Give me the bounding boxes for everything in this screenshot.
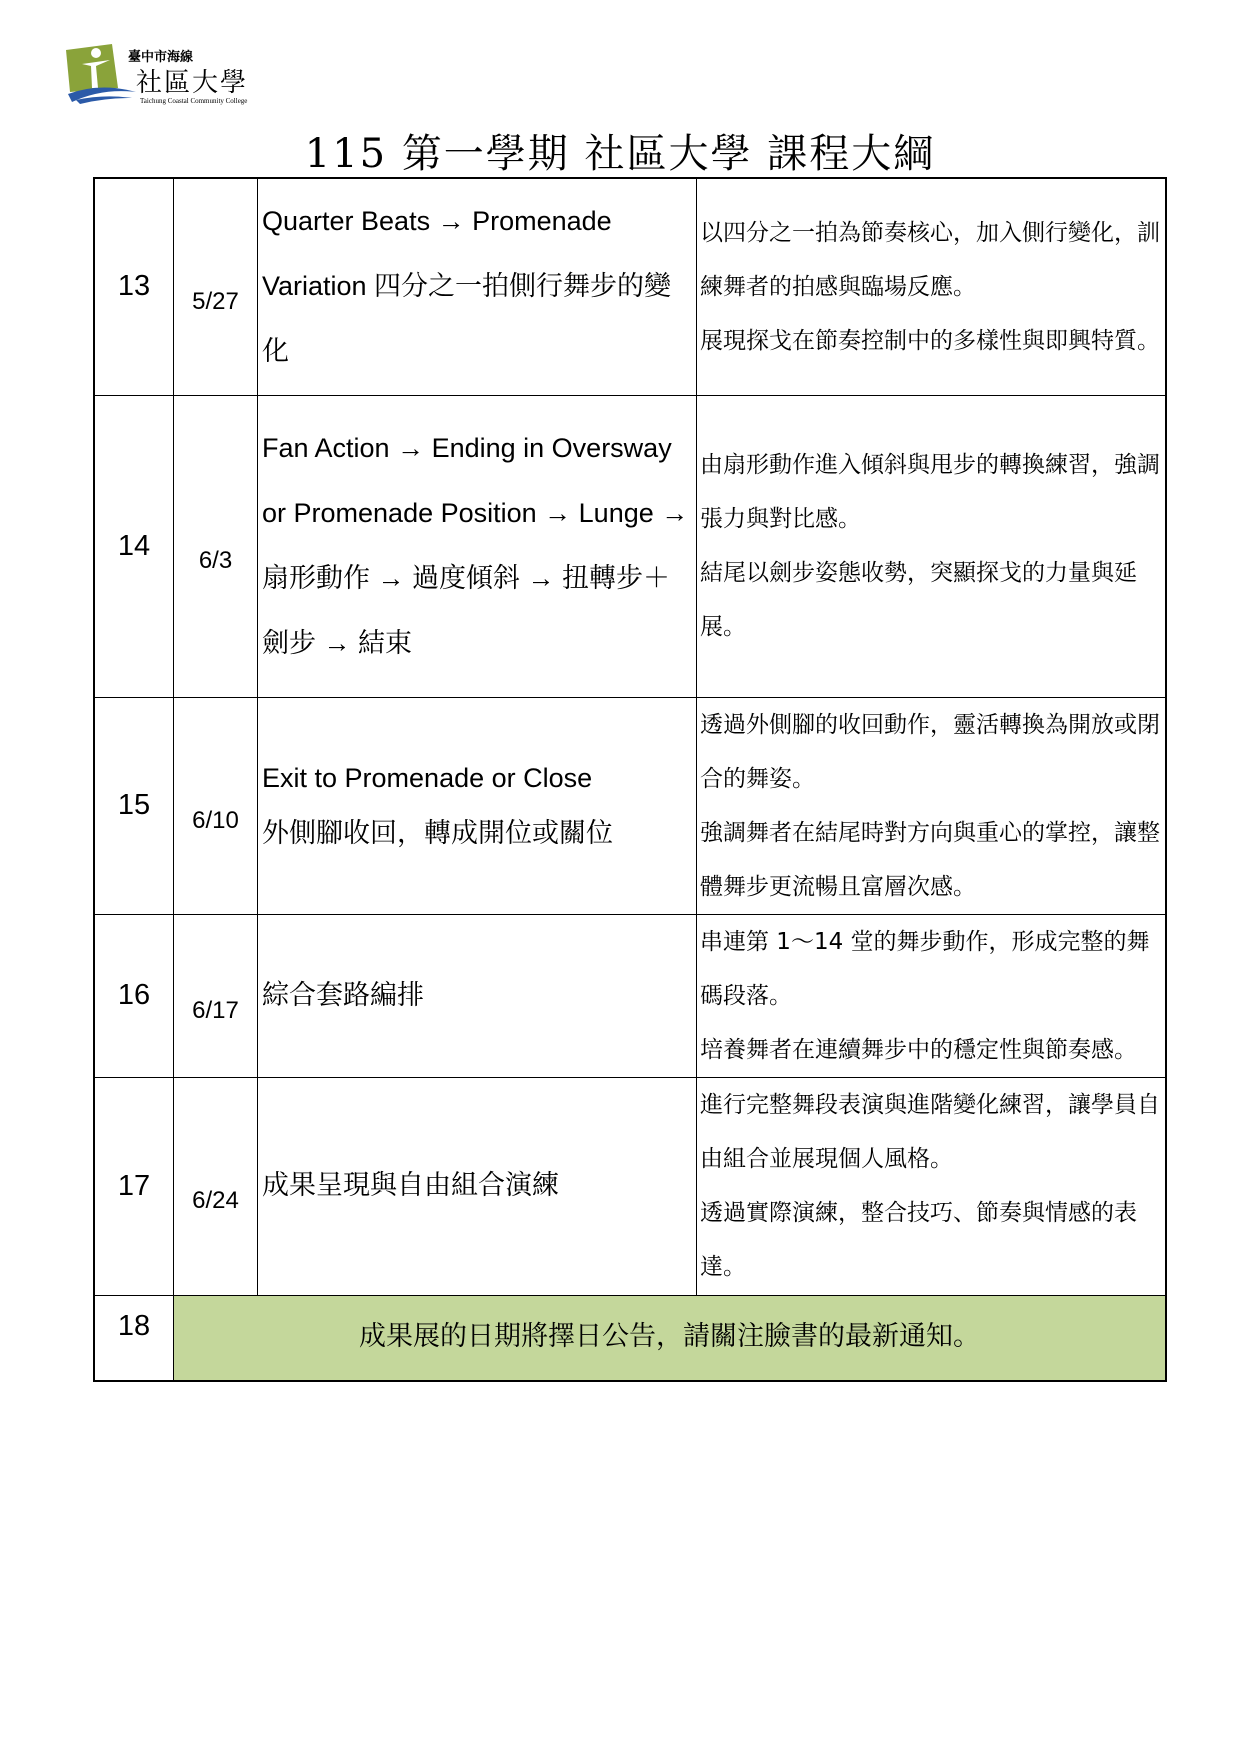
date-cell: 5/27 [174,178,258,395]
description-line: 展現探戈在節奏控制中的多樣性與即興特質。 [700,327,1160,354]
description-line: 串連第 1～14 堂的舞步動作，形成完整的舞碼段落。 [700,928,1150,1009]
topic-text: 綜合套路編排 [262,979,424,1011]
topic-text: Quarter Beats → Promenade Variation 四分之一拍側行舞步的變化 [262,206,672,367]
topic-cell [258,1077,697,1295]
notice-cell: 成果展的日期將擇日公告，請關注臉書的最新通知。 [174,1295,1167,1381]
topic-english: Exit to Promenade or Close [262,762,593,793]
week-cell: 17 [94,1077,174,1295]
topic-cell [258,395,697,697]
week-cell: 16 [94,914,174,1077]
description-line: 以四分之一拍為節奏核心，加入側行變化，訓練舞者的拍感與臨場反應。 [700,219,1160,300]
description-line: 強調舞者在結尾時對方向與重心的掌控，讓整體舞步更流暢且富層次感。 [700,819,1160,900]
description-cell [697,914,1167,1077]
description-line: 進行完整舞段表演與進階變化練習，讓學員自由組合並展現個人風格。 [700,1092,1160,1172]
logo-main-text: 社區大學 [136,68,249,98]
topic-cell [258,914,697,1077]
date-cell: 6/24 [174,1077,258,1295]
description-cell [697,1077,1167,1295]
table-row [94,178,1166,395]
logo-english-text: Taichung Coastal Community College [140,97,248,105]
description-line: 透過實際演練，整合技巧、節奏與情感的表達。 [700,1200,1137,1280]
description-line: 透過外側腳的收回動作，靈活轉換為開放或閉合的舞姿。 [700,711,1160,792]
table-row [94,914,1166,1077]
date-cell: 6/17 [174,914,258,1077]
table-row [94,1295,1166,1381]
description-line: 由扇形動作進入傾斜與甩步的轉換練習，強調張力與對比感。 [700,452,1160,532]
logo-mark-icon [66,44,136,106]
date-cell: 6/3 [174,395,258,697]
description-line: 培養舞者在連續舞步中的穩定性與節奏感。 [700,1036,1137,1063]
topic-cell [258,697,697,914]
week-cell: 15 [94,697,174,914]
week-cell: 14 [94,395,174,697]
topic-text: Fan Action → Ending in Oversway or Promenade Position → Lunge →扇形動作 → 過度傾斜 → 扭轉步＋劍步 → 結束 [262,433,689,658]
logo-top-text: 臺中市海線 [128,50,194,65]
description-cell [697,395,1167,697]
description-cell [697,697,1167,914]
topic-chinese: 外側腳收回，轉成開位或關位 [262,817,613,849]
table-row [94,1077,1166,1295]
topic-cell [258,178,697,395]
logo [66,44,276,110]
topic-text: 成果呈現與自由組合演練 [262,1170,559,1201]
week-cell: 18 [94,1295,174,1381]
date-cell: 6/10 [174,697,258,914]
table-row [94,697,1166,914]
syllabus-table [93,177,1167,1382]
week-cell: 13 [94,178,174,395]
page-title: 115 第一學期 社區大學 課程大綱 [304,131,936,177]
table-row [94,395,1166,697]
description-cell [697,178,1167,395]
description-line: 結尾以劍步姿態收勢，突顯探戈的力量與延展。 [700,560,1137,640]
